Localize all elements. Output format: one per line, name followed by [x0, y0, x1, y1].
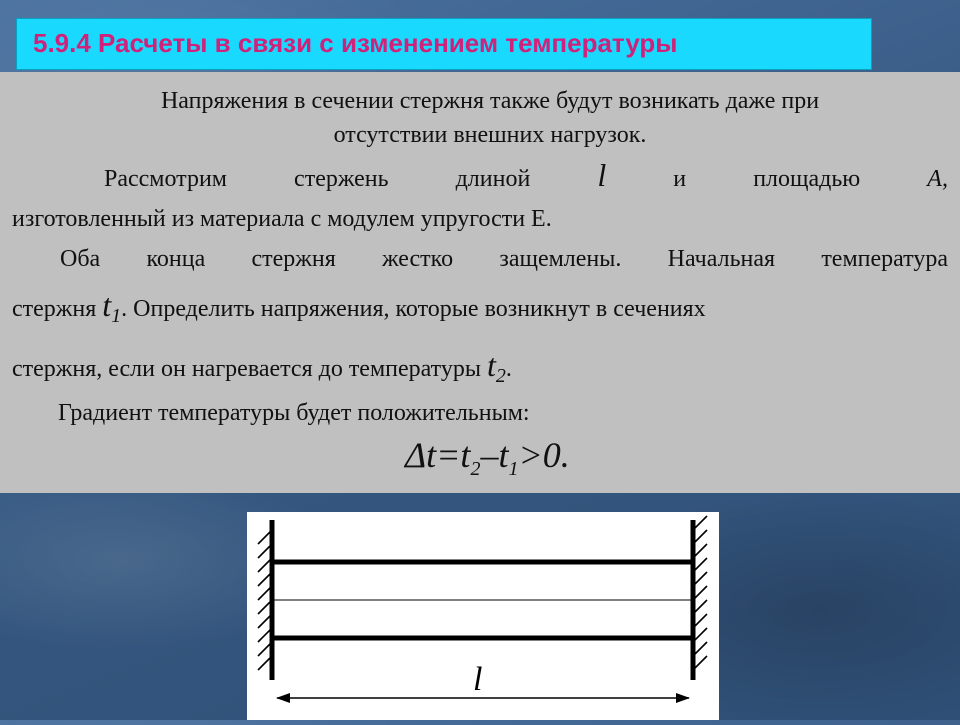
paragraph-3-line-1: Оба конца стержня жестко защемлены. Начальная температура: [60, 246, 948, 272]
paragraph-2-line-2: изготовленный из материала с модулем упругости E.: [12, 206, 552, 232]
word-dlinoy: длиной: [455, 166, 531, 192]
formula-delta-part: Δt=t: [405, 435, 471, 475]
rod-diagram-svg: [247, 512, 719, 720]
length-symbol: l: [597, 157, 607, 193]
t2-subscript: 2: [495, 364, 506, 387]
rod: [272, 562, 693, 638]
rod-diagram: [247, 512, 719, 720]
t1-symbol: t: [102, 287, 112, 323]
paragraph-1-line-2: отсутствии внешних нагрузок.: [333, 122, 647, 148]
paragraph-3-line-3-text: стержня, если он нагревается до температуры: [12, 356, 481, 382]
paragraph-3-line-2: [12, 287, 948, 331]
formula-tail: >0.: [518, 435, 570, 475]
paragraph-2-line-1: [104, 157, 948, 194]
t2-symbol: t: [486, 347, 496, 383]
paragraph-4: Градиент температуры будет положительным:: [58, 400, 530, 426]
word-ploshchadyu: площадью: [753, 166, 861, 192]
word-sterzhnya: стержня: [12, 296, 97, 322]
temperature-gradient-formula: [405, 434, 570, 481]
slide-title: 5.9.4 Расчеты в связи с изменением температуры: [33, 28, 678, 58]
formula-minus-part: –t: [480, 435, 509, 475]
word-sterzhen: стержень: [294, 166, 389, 192]
word-rassmotrim: Рассмотрим: [104, 166, 227, 192]
paragraph-3-line-3-period: .: [505, 356, 512, 382]
length-label: l: [473, 661, 483, 698]
paragraph-1-line-1: Напряжения в сечении стержня также будут возникать даже при: [160, 88, 820, 114]
t1-subscript: 1: [111, 304, 122, 327]
area-symbol: A,: [927, 166, 948, 192]
paragraph-3-line-2-rest: . Определить напряжения, которые возникнут в сечениях: [121, 296, 706, 322]
paragraph-3-line-3: [12, 347, 948, 391]
word-i: и: [673, 166, 687, 192]
formula-sub-1: 1: [508, 458, 519, 481]
formula-sub-2: 2: [470, 458, 481, 481]
title-bar: [16, 18, 872, 70]
